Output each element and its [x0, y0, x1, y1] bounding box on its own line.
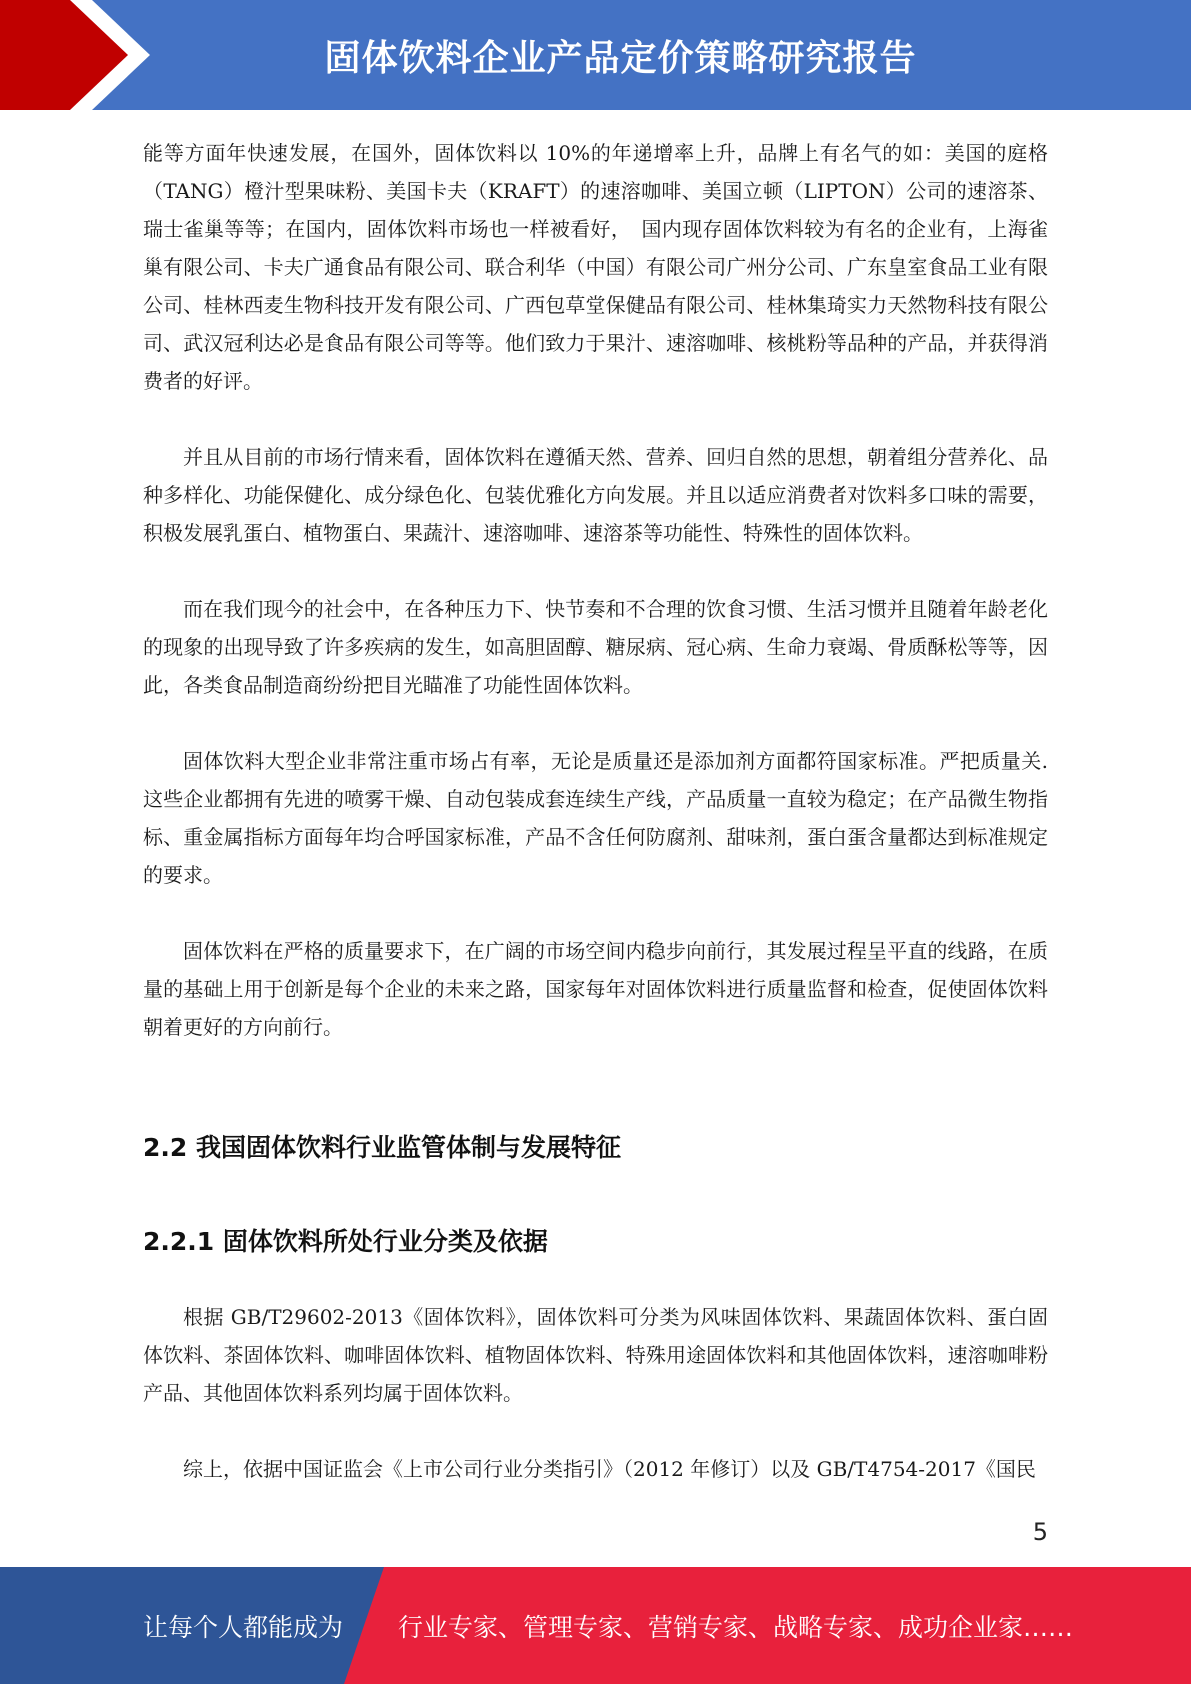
paragraph: 综上，依据中国证监会《上市公司行业分类指引》（2012 年修订）以及 GB/T4754-2017《国民: [183, 1457, 1036, 1481]
page-number: 5: [1032, 1518, 1048, 1546]
paragraph: 并且从目前的市场行情来看，固体饮料在遵循天然、营养、回归自然的思想，朝着组分营养化、品种多样化、功能保健化、成分绿色化、包装优雅化方向发展。并且以适应消费者对饮料多口味的需要，积极发展乳蛋白、植物蛋白、果蔬汁、速溶咖啡、速溶茶等功能性、特殊性的固体饮料。: [143, 445, 1048, 545]
paragraph: 固体饮料在严格的质量要求下，在广阔的市场空间内稳步向前行，其发展过程呈平直的线路，在质量的基础上用于创新是每个企业的未来之路，国家每年对固体饮料进行质量监督和检查，促使固体饮料朝着更好的方向前行。: [143, 939, 1048, 1039]
document-body: [143, 134, 1048, 1488]
footer-slogan-right: 行业专家、管理专家、营销专家、战略专家、成功企业家……: [398, 1612, 1074, 1642]
footer-slogan-left: 让每个人都能成为: [143, 1612, 344, 1642]
document-title: 固体饮料企业产品定价策略研究报告: [324, 37, 917, 79]
paragraph: 能等方面年快速发展，在国外，固体饮料以 10%的年递增率上升，品牌上有名气的如：美国的庭格（TANG）橙汁型果味粉、美国卡夫（KRAFT）的速溶咖啡、美国立顿（LIPTON）公司的速溶茶、瑞士雀巢等等；在国内，固体饮料市场也一样被看好， 国内现存固体饮料较为有名的企业有，上海雀巢有限公司、卡夫广通食品有限公司、联合利华（中国）有限公司广州分公司、广东皇室食品工业有限公司、桂林西麦生物科技开发有限公司、广西包草堂保健品有限公司、桂林集琦实力天然物科技有限公司、武汉冠利达必是食品有限公司等等。他们致力于果汁、速溶咖啡、核桃粉等品种的产品，并获得消费者的好评。: [143, 141, 1048, 393]
subsection-heading: 2.2.1 固体饮料所处行业分类及依据: [143, 1227, 548, 1256]
section-heading: 2.2 我国固体饮料行业监管体制与发展特征: [143, 1133, 621, 1162]
footer-banner: [0, 1567, 1191, 1684]
paragraph: 固体饮料大型企业非常注重市场占有率，无论是质量还是添加剂方面都符国家标准。严把质量关.这些企业都拥有先进的喷雾干燥、自动包装成套连续生产线，产品质量一直较为稳定；在产品微生物指标、重金属指标方面每年均合呼国家标准，产品不含任何防腐剂、甜味剂，蛋白蛋含量都达到标准规定的要求。: [143, 749, 1048, 887]
paragraph: 而在我们现今的社会中，在各种压力下、快节奏和不合理的饮食习惯、生活习惯并且随着年龄老化的现象的出现导致了许多疾病的发生，如高胆固醇、糖尿病、冠心病、生命力衰竭、骨质酥松等等，因此，各类食品制造商纷纷把目光瞄准了功能性固体饮料。: [143, 597, 1048, 697]
paragraph: 根据 GB/T29602-2013《固体饮料》，固体饮料可分类为风味固体饮料、果蔬固体饮料、蛋白固体饮料、茶固体饮料、咖啡固体饮料、植物固体饮料、特殊用途固体饮料和其他固体饮料，速溶咖啡粉产品、其他固体饮料系列均属于固体饮料。: [143, 1305, 1048, 1405]
header-banner: [0, 0, 1191, 110]
